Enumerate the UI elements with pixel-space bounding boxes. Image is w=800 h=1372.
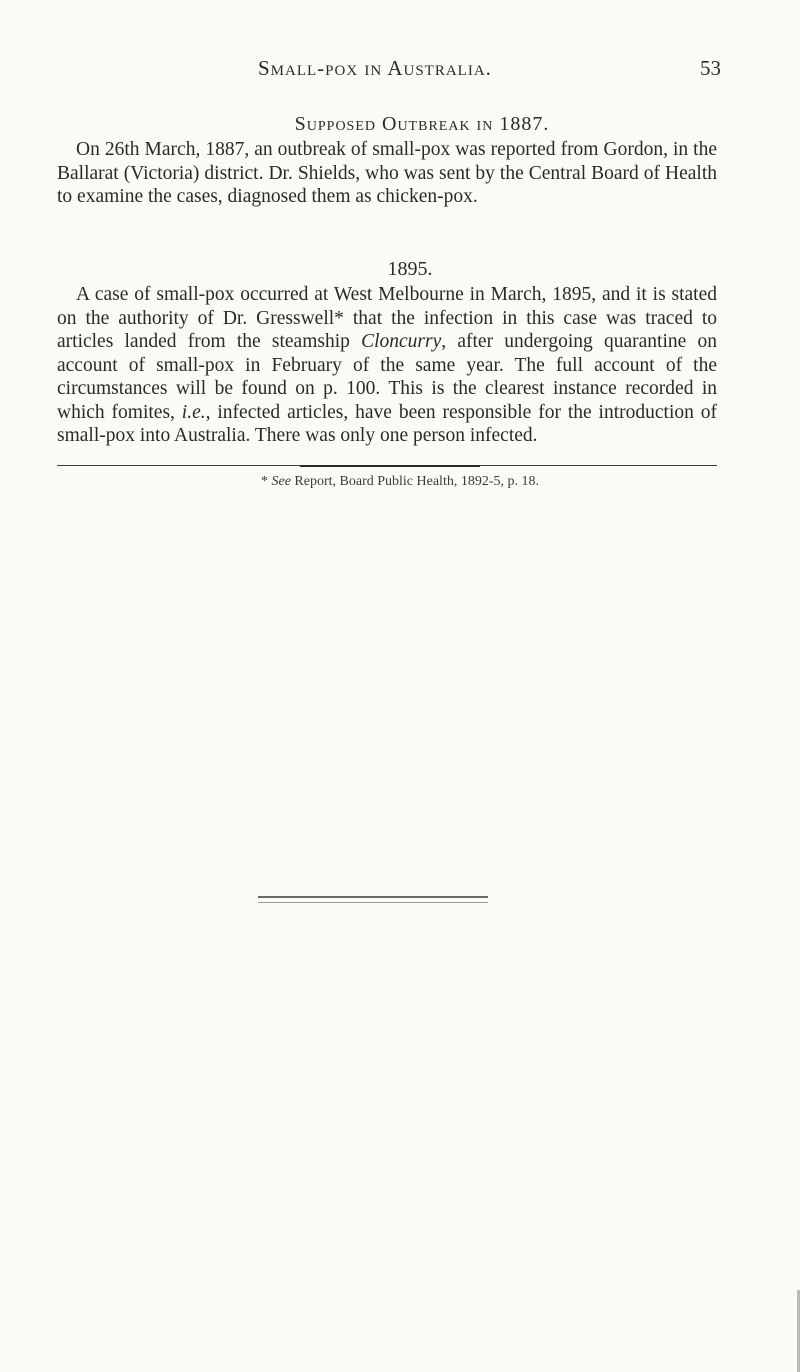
running-title: Small-pox in Australia.: [258, 56, 492, 80]
ship-name: Cloncurry: [361, 331, 442, 352]
footnote-see: See: [271, 474, 291, 489]
footnote-text: Report, Board Public Health, 1892-5, p. 18.: [290, 474, 539, 489]
section-heading-1895: 1895.: [387, 258, 433, 280]
print-mark-rule-thin: [258, 902, 488, 903]
ie-abbrev: i.e.: [181, 401, 206, 423]
paragraph-1895: [57, 283, 717, 448]
paragraph-1895-part2: , after undergoing quarantine on account of small-pox in February of the same year. The full account of the circumstances will be found on p. 100. This is the clearest instance recorded in which fomites,: [57, 331, 717, 423]
page-number: 53: [700, 56, 721, 80]
section-heading-1887: Supposed Outbreak in 1887.: [294, 113, 550, 135]
running-head: [0, 56, 800, 86]
print-mark-rule: [258, 896, 488, 898]
footnote: [0, 474, 800, 490]
footnote-divider-accent: [300, 465, 480, 467]
paragraph-1887: On 26th March, 1887, an outbreak of small-pox was reported from Gordon, in the Ballarat (Victoria) district. Dr. Shields, who was sent by the Central Board of Health to examine the cases, diagnosed them as chicken-pox.: [57, 139, 717, 207]
footnote-marker: *: [260, 474, 272, 489]
paragraph-1895-part3: , infected articles, have been responsible for the introduction of small-pox into Australia. There was only one person infected.: [57, 401, 717, 446]
paragraph-1895-part1: A case of small-pox occurred at West Melbourne in March, 1895, and it is stated on the authority of Dr. Gresswell* that the infection in this case was traced to articles landed from the steamship: [57, 284, 717, 352]
